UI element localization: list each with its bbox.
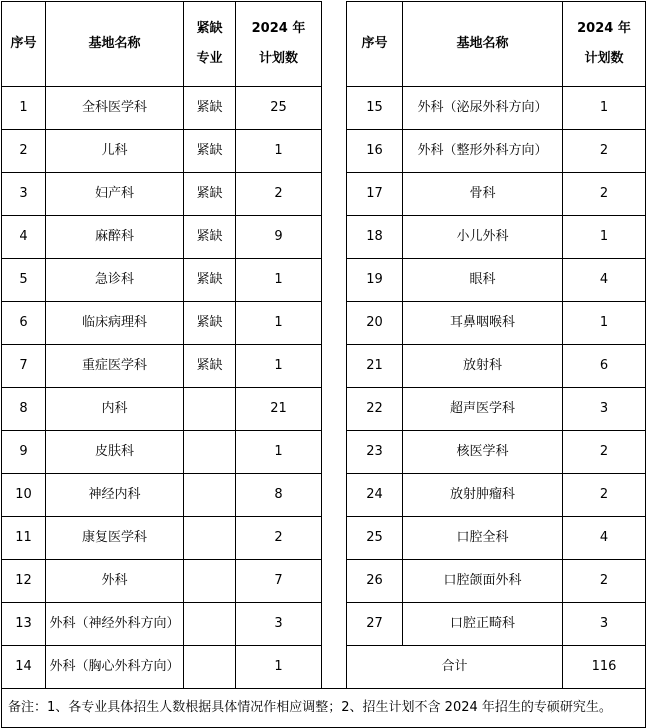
- table-row: [2, 431, 646, 474]
- left-shortage-cell: [184, 603, 236, 646]
- table-row: [2, 388, 646, 431]
- right-plan-cell: 4: [563, 259, 646, 302]
- left-name-cell: 重症医学科: [46, 345, 184, 388]
- note-text: 备注：1、各专业具体招生人数根据具体情况作相应调整；2、招生计划不含 2024 年招生的专硕研究生。: [2, 689, 646, 728]
- header-shortage-line2: 专业: [196, 51, 223, 66]
- left-shortage-cell: 紧缺: [184, 173, 236, 216]
- right-name-cell: 外科（整形外科方向）: [403, 130, 563, 173]
- header-plan-left-line1: 2024 年: [251, 21, 306, 36]
- left-shortage-cell: 紧缺: [184, 87, 236, 130]
- left-plan-cell: 1: [236, 646, 322, 689]
- right-name-cell: 超声医学科: [403, 388, 563, 431]
- column-gap: [322, 560, 347, 603]
- header-name-left: 基地名称: [46, 2, 184, 87]
- right-name-cell: 放射科: [403, 345, 563, 388]
- column-gap: [322, 345, 347, 388]
- right-name-cell: 口腔正畸科: [403, 603, 563, 646]
- left-seq-cell: 2: [2, 130, 46, 173]
- table-row: [2, 474, 646, 517]
- left-shortage-cell: 紧缺: [184, 345, 236, 388]
- left-shortage-cell: 紧缺: [184, 259, 236, 302]
- left-plan-cell: 1: [236, 259, 322, 302]
- right-plan-cell: 2: [563, 130, 646, 173]
- right-seq-cell: 21: [347, 345, 403, 388]
- column-gap: [322, 259, 347, 302]
- right-plan-cell: 2: [563, 173, 646, 216]
- enrollment-plan-table: [1, 1, 646, 728]
- right-seq-cell: 22: [347, 388, 403, 431]
- header-seq-right: 序号: [347, 2, 403, 87]
- left-seq-cell: 9: [2, 431, 46, 474]
- left-seq-cell: 11: [2, 517, 46, 560]
- right-plan-cell: 3: [563, 603, 646, 646]
- left-shortage-cell: [184, 517, 236, 560]
- left-name-cell: 麻醉科: [46, 216, 184, 259]
- header-name-right: 基地名称: [403, 2, 563, 87]
- left-name-cell: 外科（神经外科方向）: [46, 603, 184, 646]
- right-name-cell: 核医学科: [403, 431, 563, 474]
- left-plan-cell: 1: [236, 302, 322, 345]
- table-row: [2, 173, 646, 216]
- left-plan-cell: 1: [236, 130, 322, 173]
- right-name-cell: 口腔颌面外科: [403, 560, 563, 603]
- header-plan-right-line1: 2024 年: [577, 21, 631, 36]
- right-seq-cell: 23: [347, 431, 403, 474]
- header-shortage: [184, 2, 236, 87]
- right-plan-cell: 1: [563, 302, 646, 345]
- left-seq-cell: 1: [2, 87, 46, 130]
- left-plan-cell: 1: [236, 345, 322, 388]
- column-gap: [322, 216, 347, 259]
- right-seq-cell: 19: [347, 259, 403, 302]
- left-plan-cell: 7: [236, 560, 322, 603]
- right-name-cell: 小儿外科: [403, 216, 563, 259]
- left-plan-cell: 9: [236, 216, 322, 259]
- left-name-cell: 急诊科: [46, 259, 184, 302]
- right-seq-cell: 27: [347, 603, 403, 646]
- right-seq-cell: 25: [347, 517, 403, 560]
- table-row: [2, 646, 646, 689]
- left-name-cell: 外科: [46, 560, 184, 603]
- left-plan-cell: 3: [236, 603, 322, 646]
- header-plan-left: [236, 2, 322, 87]
- left-name-cell: 儿科: [46, 130, 184, 173]
- left-name-cell: 内科: [46, 388, 184, 431]
- left-seq-cell: 8: [2, 388, 46, 431]
- right-name-cell: 外科（泌尿外科方向）: [403, 87, 563, 130]
- column-gap: [322, 388, 347, 431]
- left-plan-cell: 25: [236, 87, 322, 130]
- left-seq-cell: 7: [2, 345, 46, 388]
- total-label-cell: 合计: [347, 646, 563, 689]
- column-gap: [322, 431, 347, 474]
- right-name-cell: 放射肿瘤科: [403, 474, 563, 517]
- table-row: [2, 87, 646, 130]
- column-gap: [322, 130, 347, 173]
- right-plan-cell: 2: [563, 474, 646, 517]
- table-row: [2, 345, 646, 388]
- header-seq-left: 序号: [2, 2, 46, 87]
- header-row: [2, 2, 646, 87]
- left-shortage-cell: 紧缺: [184, 130, 236, 173]
- left-seq-cell: 14: [2, 646, 46, 689]
- left-shortage-cell: [184, 560, 236, 603]
- left-plan-cell: 2: [236, 173, 322, 216]
- left-seq-cell: 13: [2, 603, 46, 646]
- column-gap: [322, 87, 347, 130]
- left-seq-cell: 6: [2, 302, 46, 345]
- right-plan-cell: 4: [563, 517, 646, 560]
- table-row: [2, 603, 646, 646]
- table-row: [2, 302, 646, 345]
- right-seq-cell: 24: [347, 474, 403, 517]
- table-row: [2, 130, 646, 173]
- left-seq-cell: 10: [2, 474, 46, 517]
- left-name-cell: 外科（胸心外科方向）: [46, 646, 184, 689]
- left-seq-cell: 5: [2, 259, 46, 302]
- right-plan-cell: 1: [563, 216, 646, 259]
- header-plan-right: [563, 2, 646, 87]
- column-gap: [322, 173, 347, 216]
- left-shortage-cell: 紧缺: [184, 216, 236, 259]
- left-shortage-cell: [184, 646, 236, 689]
- left-seq-cell: 3: [2, 173, 46, 216]
- header-shortage-line1: 紧缺: [196, 21, 223, 36]
- right-plan-cell: 3: [563, 388, 646, 431]
- column-gap: [322, 302, 347, 345]
- left-plan-cell: 21: [236, 388, 322, 431]
- table-row: [2, 259, 646, 302]
- total-value-cell: 116: [563, 646, 646, 689]
- right-plan-cell: 6: [563, 345, 646, 388]
- column-gap: [322, 517, 347, 560]
- left-name-cell: 神经内科: [46, 474, 184, 517]
- left-shortage-cell: 紧缺: [184, 302, 236, 345]
- left-name-cell: 康复医学科: [46, 517, 184, 560]
- note-row: [2, 689, 646, 728]
- header-plan-right-line2: 计划数: [584, 51, 624, 66]
- right-plan-cell: 1: [563, 87, 646, 130]
- left-name-cell: 妇产科: [46, 173, 184, 216]
- left-name-cell: 皮肤科: [46, 431, 184, 474]
- left-seq-cell: 12: [2, 560, 46, 603]
- left-name-cell: 全科医学科: [46, 87, 184, 130]
- left-plan-cell: 1: [236, 431, 322, 474]
- left-shortage-cell: [184, 431, 236, 474]
- right-seq-cell: 20: [347, 302, 403, 345]
- right-plan-cell: 2: [563, 431, 646, 474]
- right-name-cell: 口腔全科: [403, 517, 563, 560]
- right-name-cell: 眼科: [403, 259, 563, 302]
- left-shortage-cell: [184, 388, 236, 431]
- left-name-cell: 临床病理科: [46, 302, 184, 345]
- column-gap: [322, 2, 347, 87]
- right-seq-cell: 15: [347, 87, 403, 130]
- header-plan-left-line2: 计划数: [258, 51, 298, 66]
- left-plan-cell: 2: [236, 517, 322, 560]
- table-row: [2, 560, 646, 603]
- right-name-cell: 耳鼻咽喉科: [403, 302, 563, 345]
- column-gap: [322, 474, 347, 517]
- left-plan-cell: 8: [236, 474, 322, 517]
- table-row: [2, 216, 646, 259]
- column-gap: [322, 603, 347, 646]
- right-plan-cell: 2: [563, 560, 646, 603]
- right-seq-cell: 26: [347, 560, 403, 603]
- left-shortage-cell: [184, 474, 236, 517]
- table-row: [2, 517, 646, 560]
- column-gap: [322, 646, 347, 689]
- right-name-cell: 骨科: [403, 173, 563, 216]
- left-seq-cell: 4: [2, 216, 46, 259]
- right-seq-cell: 18: [347, 216, 403, 259]
- right-seq-cell: 17: [347, 173, 403, 216]
- right-seq-cell: 16: [347, 130, 403, 173]
